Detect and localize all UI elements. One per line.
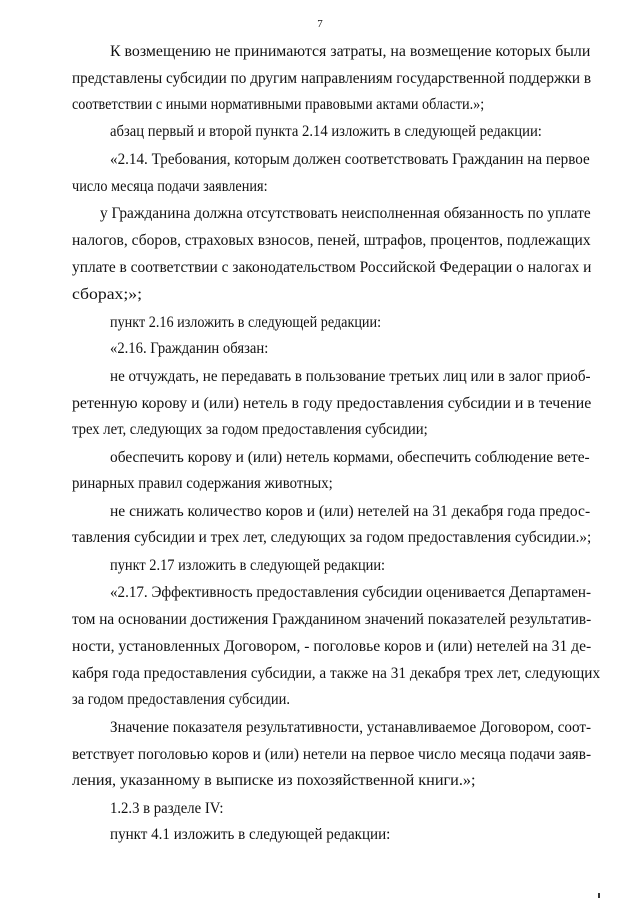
text-line: «2.14. Требования, которым должен соответствовать Гражданин на первое <box>110 151 590 168</box>
page-number: 7 <box>317 18 323 30</box>
text-line: не отчуждать, не передавать в пользование третьих лиц или в залог приоб- <box>110 368 591 385</box>
text-line: ветствует поголовью коров и (или) нетели на первое число месяца подачи заяв- <box>72 746 592 763</box>
text-line: трех лет, следующих за годом предоставления субсидии; <box>72 421 428 438</box>
text-line: представлены субсидии по другим направлениям государственной поддержки в <box>72 70 592 87</box>
text-line: не снижать количество коров и (или) нетелей на 31 декабря года предос- <box>110 503 591 520</box>
text-line: К возмещению не принимаются затраты, на возмещение которых были <box>110 43 591 60</box>
scan-mark <box>598 893 600 898</box>
text-line: Значение показателя результативности, устанавливаемое Договором, соот- <box>110 719 591 736</box>
text-line: ности, установленных Договором, - поголовье коров и (или) нетелей на 31 де- <box>72 638 592 655</box>
text-line: уплате в соответствии с законодательством Российской Федерации о налогах и <box>72 259 592 276</box>
text-line: сборах;»; <box>72 286 143 303</box>
text-line: абзац первый и второй пункта 2.14 изложить в следующей редакции: <box>110 123 542 140</box>
text-line: пункт 2.17 изложить в следующей редакции: <box>110 557 386 574</box>
text-line: том на основании достижения Гражданином значений показателей результатив- <box>72 611 592 628</box>
text-line: ринарных правил содержания животных; <box>72 475 333 492</box>
text-line: число месяца подачи заявления: <box>72 178 268 195</box>
text-line: «2.16. Гражданин обязан: <box>110 340 269 357</box>
text-line: у Гражданина должна отсутствовать неисполненная обязанность по уплате <box>100 205 591 222</box>
text-line: кабря года предоставления субсидии, а также на 31 декабря трех лет, следующих <box>72 665 601 682</box>
text-line: пункт 2.16 изложить в следующей редакции: <box>110 314 382 331</box>
text-line: 1.2.3 в разделе IV: <box>110 800 224 817</box>
text-line: тавления субсидии и трех лет, следующих за годом предоставления субсидии.»; <box>72 529 592 546</box>
text-line: пункт 4.1 изложить в следующей редакции: <box>110 826 391 843</box>
text-line: соответствии с иными нормативными правовыми актами области.»; <box>72 96 485 113</box>
text-line: налогов, сборов, страховых взносов, пеней, штрафов, процентов, подлежащих <box>72 232 591 249</box>
text-line: ретенную корову и (или) нетель в году предоставления субсидии и в течение <box>72 395 592 412</box>
text-line: «2.17. Эффективность предоставления субсидии оценивается Департамен- <box>110 584 591 601</box>
text-line: обеспечить корову и (или) нетель кормами, обеспечить соблюдение вете- <box>110 449 590 466</box>
text-line: за годом предоставления субсидии. <box>72 691 290 708</box>
text-line: ления, указанному в выписке из похозяйственной книги.»; <box>72 772 476 789</box>
